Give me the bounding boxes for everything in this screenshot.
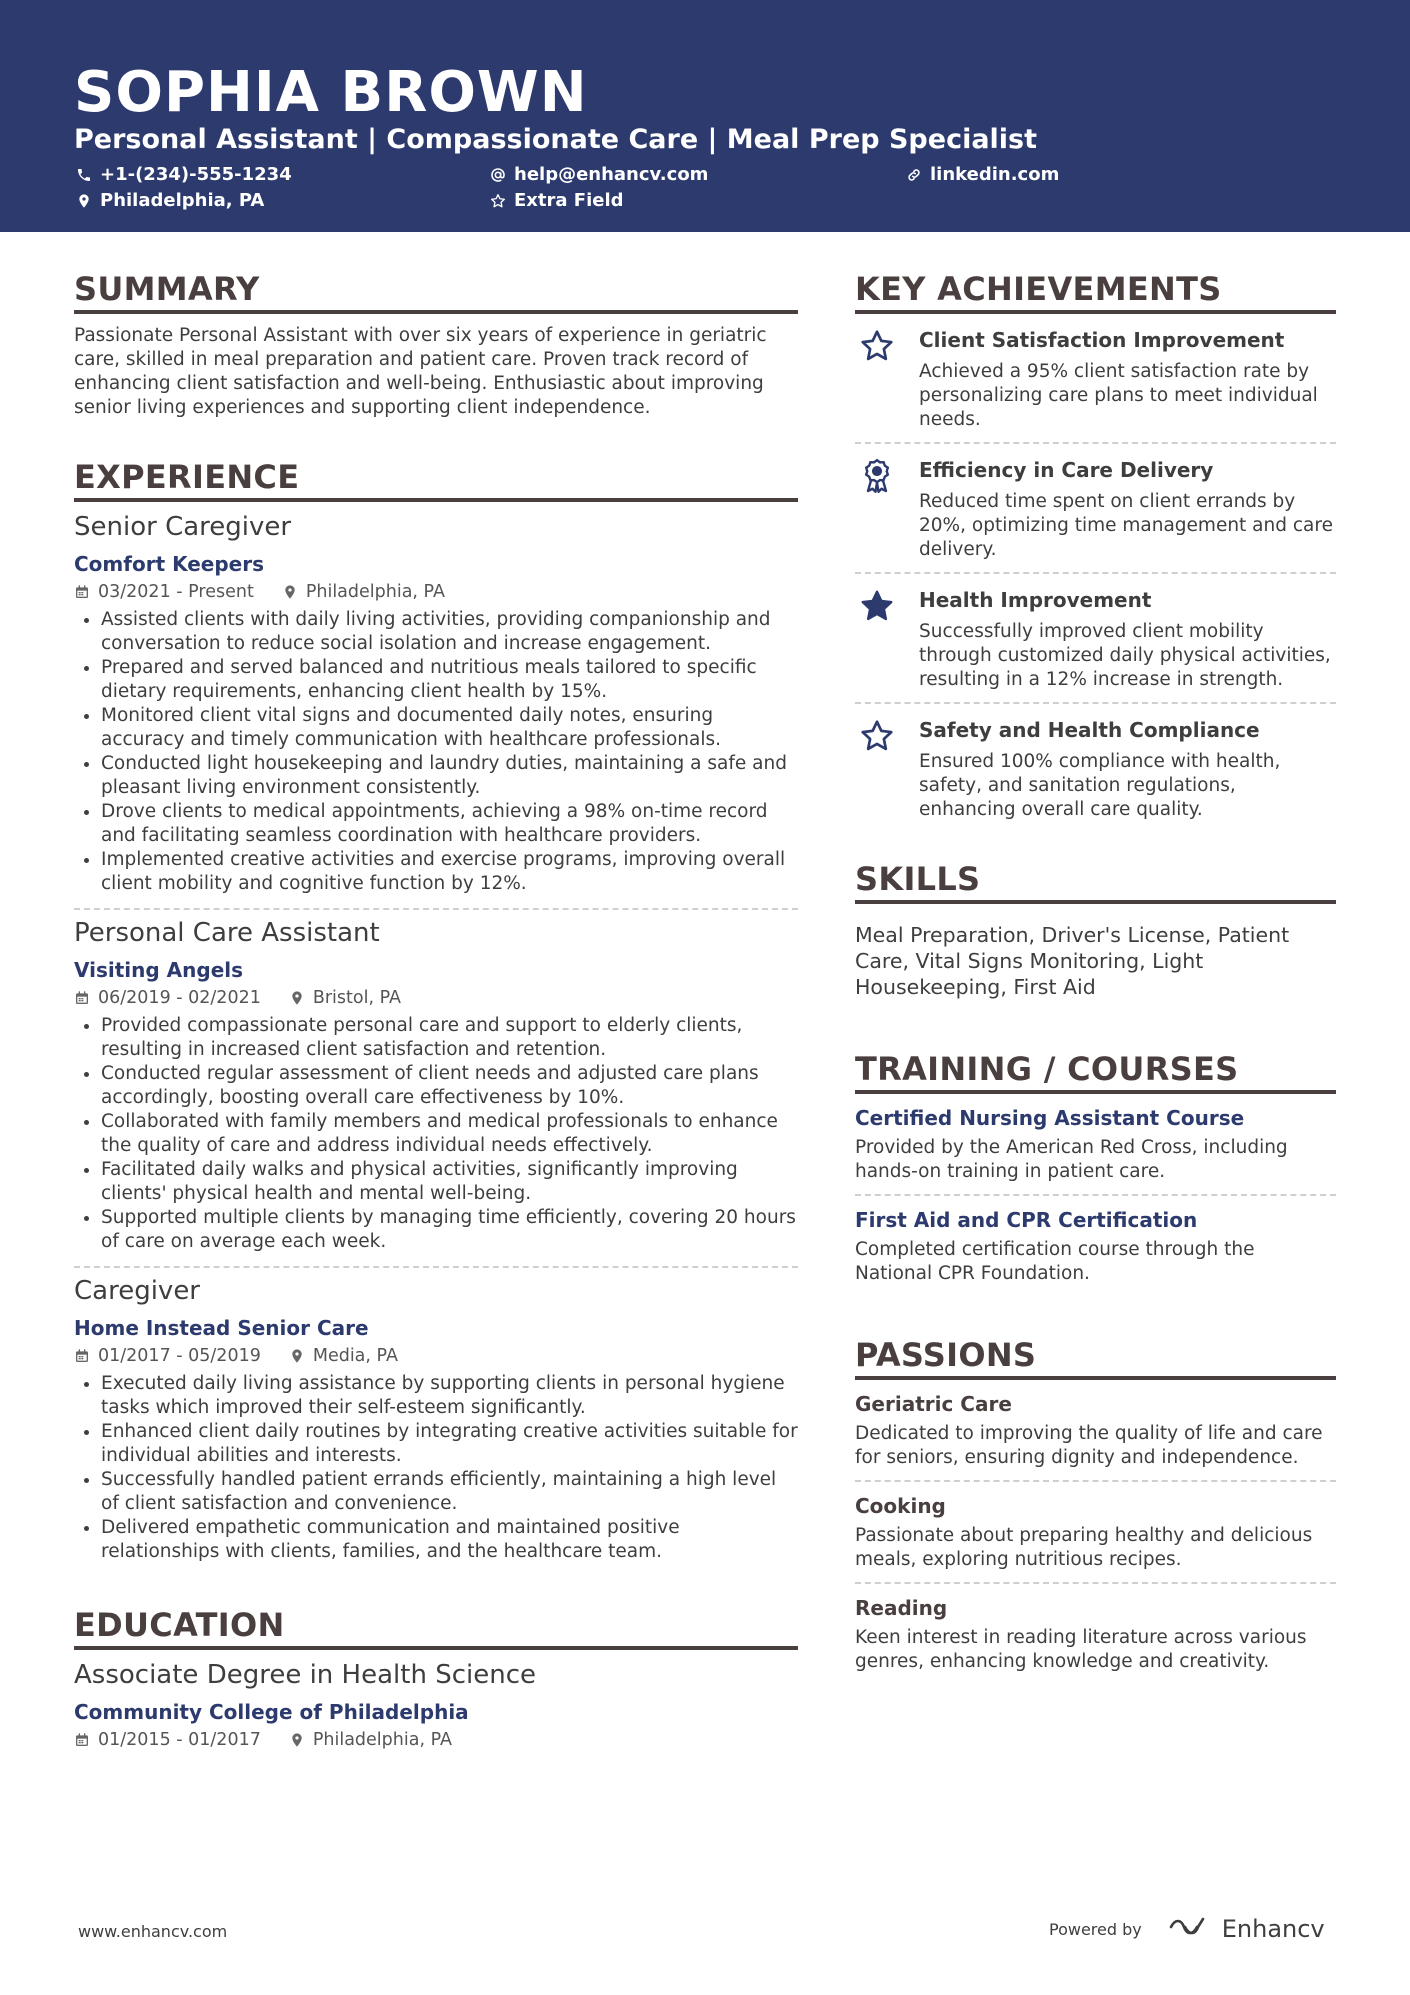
passion-desc: Keen interest in reading literature across various genres, enhancing knowledge and creativity. xyxy=(855,1627,1307,1672)
passion-title: Cooking xyxy=(855,1494,946,1518)
star-filled-icon xyxy=(859,588,899,628)
at-icon xyxy=(490,167,506,183)
job-dates: 01/2017 - 05/2019 xyxy=(98,1346,261,1366)
job-location: Media, PA xyxy=(312,1346,398,1366)
job-title: Personal Care Assistant xyxy=(74,918,380,948)
award-ribbon-icon xyxy=(859,458,899,498)
achievement-desc: Successfully improved client mobility through customized daily physical activities, resulting in a 12% increase in strength. xyxy=(919,621,1331,690)
passions-heading: PASSIONS xyxy=(855,1336,1336,1380)
star-outline-icon xyxy=(859,328,899,368)
job-bullet: • Assisted clients with daily living activities, providing companionship and conversation to reduce social isolation and increase engagement. xyxy=(101,608,798,656)
training-title: Certified Nursing Assistant Course xyxy=(855,1106,1245,1130)
powered-by-label: Powered by xyxy=(1049,1919,1142,1939)
right-column xyxy=(855,270,1336,1684)
education-dates: 01/2015 - 01/2017 xyxy=(98,1730,261,1750)
summary-heading: SUMMARY xyxy=(74,270,798,314)
job-dates: 03/2021 - Present xyxy=(98,582,254,602)
job-meta xyxy=(74,1346,798,1366)
contact-phone-text: +1-(234)-555-1234 xyxy=(100,164,292,185)
training-section xyxy=(855,1050,1336,1296)
location-pin-icon xyxy=(76,193,92,209)
achievement-title: Safety and Health Compliance xyxy=(919,718,1260,742)
training-heading: TRAINING / COURSES xyxy=(855,1050,1336,1094)
training-item xyxy=(855,1196,1336,1296)
job-bullet: • Conducted regular assessment of client needs and adjusted care plans accordingly, boosting overall care effectiveness by 10%. xyxy=(101,1062,798,1110)
phone-icon xyxy=(76,167,92,183)
passion-title: Reading xyxy=(855,1596,948,1620)
experience-section xyxy=(74,458,798,1572)
header-banner xyxy=(0,0,1410,232)
job-entry xyxy=(74,918,798,1262)
candidate-name: SOPHIA BROWN xyxy=(74,60,588,125)
contact-email[interactable] xyxy=(490,164,708,185)
job-bullet: • Prepared and served balanced and nutritious meals tailored to specific dietary requirements, enhancing client health by 15%. xyxy=(101,656,798,704)
job-bullet: • Supported multiple clients by managing time efficiently, covering 20 hours of care on average each week. xyxy=(101,1206,798,1254)
candidate-headline: Personal Assistant | Compassionate Care | Meal Prep Specialist xyxy=(74,124,1038,155)
training-item xyxy=(855,1094,1336,1196)
achievement-item xyxy=(855,574,1336,704)
training-title: First Aid and CPR Certification xyxy=(855,1208,1198,1232)
education-heading: EDUCATION xyxy=(74,1606,798,1650)
divider xyxy=(74,908,798,910)
degree-title: Associate Degree in Health Science xyxy=(74,1660,536,1690)
job-bullets xyxy=(74,608,798,896)
achievements-section xyxy=(855,270,1336,832)
location-pin-icon xyxy=(282,584,298,600)
job-company: Comfort Keepers xyxy=(74,552,265,576)
job-entry xyxy=(74,512,798,904)
achievement-title: Client Satisfaction Improvement xyxy=(919,328,1285,352)
passion-desc: Dedicated to improving the quality of life and care for seniors, ensuring dignity and independence. xyxy=(855,1423,1323,1468)
calendar-icon xyxy=(74,1732,90,1748)
contact-linkedin[interactable] xyxy=(906,164,1059,185)
summary-text: Passionate Personal Assistant with over six years of experience in geriatric care, skilled in meal preparation and patient care. Proven track record of enhancing client satisfaction and well-being. Enthusiastic about improving senior living experiences and supporting client independence. xyxy=(74,325,767,418)
job-bullet: • Delivered empathetic communication and maintained positive relationships with clients, families, and the healthcare team. xyxy=(101,1516,798,1564)
calendar-icon xyxy=(74,1348,90,1364)
left-column xyxy=(74,270,798,1750)
education-location: Philadelphia, PA xyxy=(312,1730,452,1750)
calendar-icon xyxy=(74,990,90,1006)
job-meta xyxy=(74,988,798,1008)
job-meta xyxy=(74,582,798,602)
training-desc: Provided by the American Red Cross, including hands-on training in patient care. xyxy=(855,1137,1288,1182)
star-outline-icon xyxy=(859,718,899,758)
training-desc: Completed certification course through the National CPR Foundation. xyxy=(855,1239,1255,1284)
achievement-desc: Reduced time spent on client errands by 20%, optimizing time management and care delivery. xyxy=(919,491,1333,560)
passion-desc: Passionate about preparing healthy and delicious meals, exploring nutritious recipes. xyxy=(855,1525,1313,1570)
divider xyxy=(74,1266,798,1268)
skills-section xyxy=(855,860,1336,1000)
job-bullet: • Provided compassionate personal care and support to elderly clients, resulting in increased client satisfaction and retention. xyxy=(101,1014,798,1062)
achievement-title: Efficiency in Care Delivery xyxy=(919,458,1214,482)
contact-extra-text: Extra Field xyxy=(514,190,624,211)
job-entry xyxy=(74,1276,798,1572)
passion-title: Geriatric Care xyxy=(855,1392,1012,1416)
school-name: Community College of Philadelphia xyxy=(74,1700,469,1724)
enhancv-logo-icon xyxy=(1168,1915,1214,1943)
achievement-item xyxy=(855,444,1336,574)
achievements-heading: KEY ACHIEVEMENTS xyxy=(855,270,1336,314)
job-bullet: • Drove clients to medical appointments, achieving a 98% on-time record and facilitating seamless coordination with healthcare providers. xyxy=(101,800,798,848)
job-bullet: • Monitored client vital signs and documented daily notes, ensuring accuracy and timely communication with healthcare professionals. xyxy=(101,704,798,752)
contact-location-text: Philadelphia, PA xyxy=(100,190,265,211)
contact-email-text: help@enhancv.com xyxy=(514,164,709,185)
location-pin-icon xyxy=(289,1732,305,1748)
passion-item xyxy=(855,1482,1336,1584)
calendar-icon xyxy=(74,584,90,600)
star-outline-icon xyxy=(490,193,506,209)
job-location: Bristol, PA xyxy=(312,988,401,1008)
job-bullets xyxy=(74,1372,798,1564)
achievement-desc: Achieved a 95% client satisfaction rate by personalizing care plans to meet individual needs. xyxy=(919,361,1318,430)
passion-item xyxy=(855,1380,1336,1482)
job-title: Senior Caregiver xyxy=(74,512,292,542)
achievement-title: Health Improvement xyxy=(919,588,1152,612)
job-bullet: • Successfully handled patient errands efficiently, maintaining a high level of client satisfaction and convenience. xyxy=(101,1468,798,1516)
contact-linkedin-text: linkedin.com xyxy=(930,164,1060,185)
brand-name: Enhancv xyxy=(1221,1915,1325,1943)
job-bullet: • Executed daily living assistance by supporting clients in personal hygiene tasks which improved their self-esteem significantly. xyxy=(101,1372,798,1420)
job-bullet: • Conducted light housekeeping and laundry duties, maintaining a safe and pleasant living environment consistently. xyxy=(101,752,798,800)
job-company: Visiting Angels xyxy=(74,958,244,982)
job-bullet: • Collaborated with family members and medical professionals to enhance the quality of care and address individual needs effectively. xyxy=(101,1110,798,1158)
achievement-desc: Ensured 100% compliance with health, safety, and sanitation regulations, enhancing overall care quality. xyxy=(919,751,1281,820)
skills-list: Meal Preparation, Driver's License, Patient Care, Vital Signs Monitoring, Light Housekeeping, First Aid xyxy=(855,923,1290,999)
education-meta xyxy=(74,1730,798,1750)
achievement-item xyxy=(855,704,1336,832)
job-bullet: • Facilitated daily walks and physical activities, significantly improving clients' physical health and mental well-being. xyxy=(101,1158,798,1206)
experience-heading: EXPERIENCE xyxy=(74,458,798,502)
job-dates: 06/2019 - 02/2021 xyxy=(98,988,261,1008)
contact-phone[interactable] xyxy=(76,164,292,185)
link-icon xyxy=(906,167,922,183)
job-bullet: • Implemented creative activities and exercise programs, improving overall client mobility and cognitive function by 12%. xyxy=(101,848,798,896)
footer-website[interactable]: www.enhancv.com xyxy=(78,1922,228,1941)
education-section xyxy=(74,1606,798,1750)
job-company: Home Instead Senior Care xyxy=(74,1316,369,1340)
passions-section xyxy=(855,1336,1336,1684)
contact-extra-field xyxy=(490,190,624,211)
passion-item xyxy=(855,1584,1336,1684)
summary-section xyxy=(74,270,798,420)
location-pin-icon xyxy=(289,1348,305,1364)
job-bullets xyxy=(74,1014,798,1254)
achievement-item xyxy=(855,314,1336,444)
location-pin-icon xyxy=(289,990,305,1006)
job-title: Caregiver xyxy=(74,1276,201,1306)
job-bullet: • Enhanced client daily routines by integrating creative activities suitable for individual abilities and interests. xyxy=(101,1420,798,1468)
contact-location xyxy=(76,190,264,211)
job-location: Philadelphia, PA xyxy=(305,582,445,602)
skills-heading: SKILLS xyxy=(855,860,1336,904)
footer-branding xyxy=(1049,1915,1325,1943)
